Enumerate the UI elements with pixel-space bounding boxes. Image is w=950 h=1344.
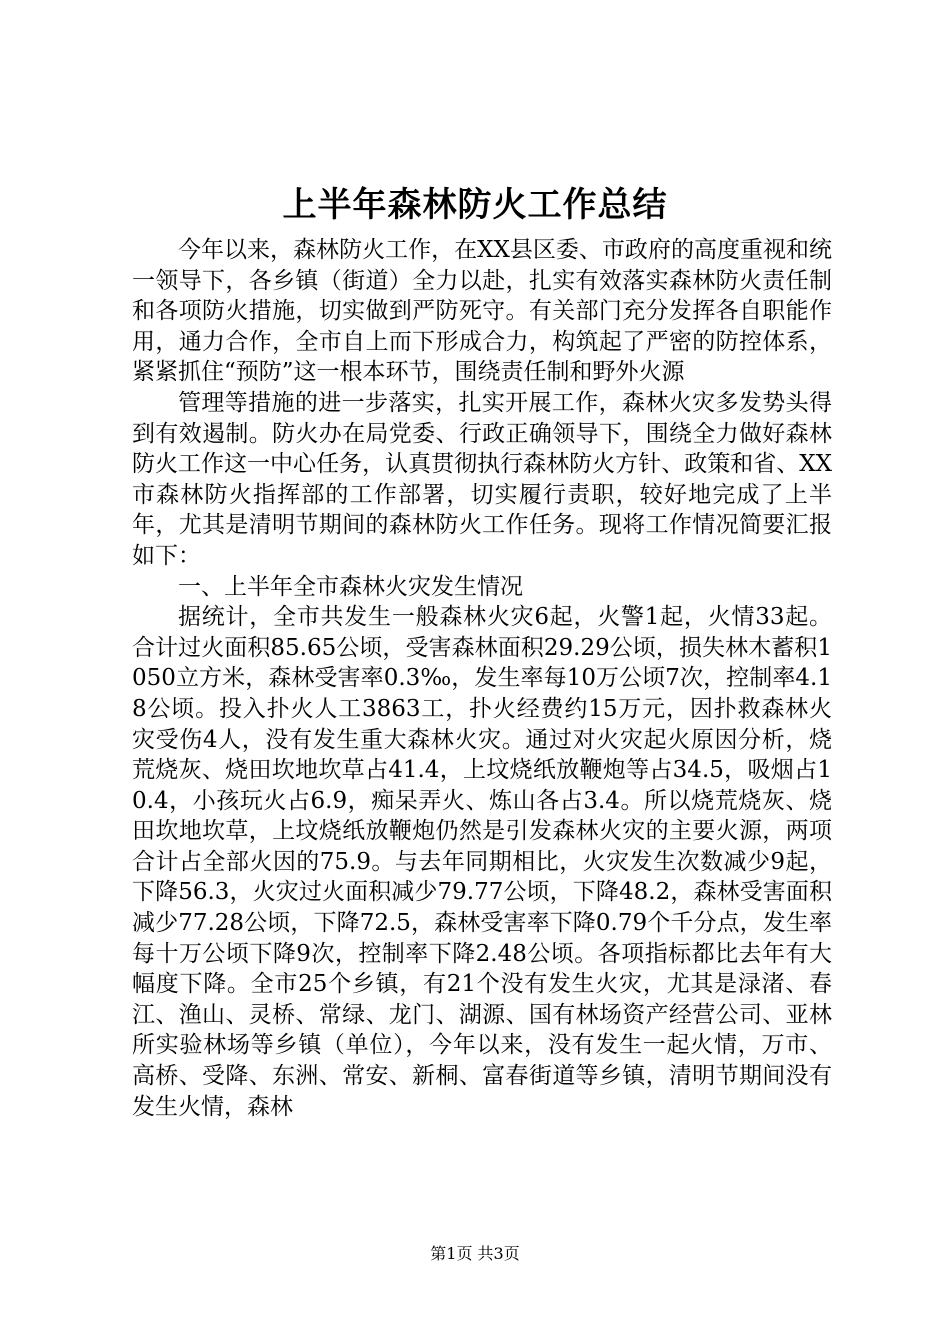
paragraph: 据统计，全市共发生一般森林火灾6起，火警1起，火情33起。合计过火面积85.65公顷，受害森林面积29.29公顷，损失林木蓄积1050立方米，森林受害率0.3‰，发生率每10万公顷7次，控制率4.18公顷。投入扑火人工3863工，扑火经费约15万元，因扑救森林火灾受伤4人，没有发生重大森林火灾。通过对火灾起火原因分析，烧荒烧灰、烧田坎地坎草占41.4，上坟烧纸放鞭炮等占34.5，吸烟占10.4，小孩玩火占6.9，痴呆弄火、炼山各占3.4。所以烧荒烧灰、烧田坎地坎草，上坟烧纸放鞭炮仍然是引发森林火灾的主要火源，两项合计占全部火因的75.9。与去年同期相比，火灾发生次数减少9起，下降56.3，火灾过火面积减少79.77公顷，下降48.2，森林受害面积减少77.28公顷，下降72.5，森林受害率下降0.79个千分点，发生率每十万公顷下降9次，控制率下降2.48公顷。各项指标都比去年有大幅度下降。全市25个乡镇，有21个没有发生火灾，尤其是渌渚、春江、渔山、灵桥、常绿、龙门、湖源、国有林场资产经营公司、亚林所实验林场等乡镇（单位），今年以来，没有发生一起火情，万市、高桥、受降、东洲、常安、新桐、富春街道等乡镇，清明节期间没有发生火情，森林 (132, 604, 832, 1120)
paragraph: 管理等措施的进一步落实，扎实开展工作，森林火灾多发势头得到有效遏制。防火办在局党委、行政正确领导下，围绕全力做好森林防火工作这一中心任务，认真贯彻执行森林防火方针、政策和省、XX市森林防火指挥部的工作部署，切实履行责职，较好地完成了上半年，尤其是清明节期间的森林防火工作任务。现将工作情况简要汇报如下： (132, 389, 832, 569)
document-title: 上半年森林防火工作总结 (282, 185, 668, 225)
page-footer: 第1页 共3页 (430, 1244, 520, 1263)
document-body (132, 235, 832, 1122)
paragraph: 今年以来，森林防火工作，在XX县区委、市政府的高度重视和统一领导下，各乡镇（街道）全力以赴，扎实有效落实森林防火责任制和各项防火措施，切实做到严防死守。有关部门充分发挥各自职能作用，通力合作，全市自上而下形成合力，构筑起了严密的防控体系，紧紧抓住“预防”这一根本环节，围绕责任制和野外火源 (132, 237, 832, 386)
section-heading: 一、上半年全市森林火灾发生情况 (178, 573, 523, 600)
